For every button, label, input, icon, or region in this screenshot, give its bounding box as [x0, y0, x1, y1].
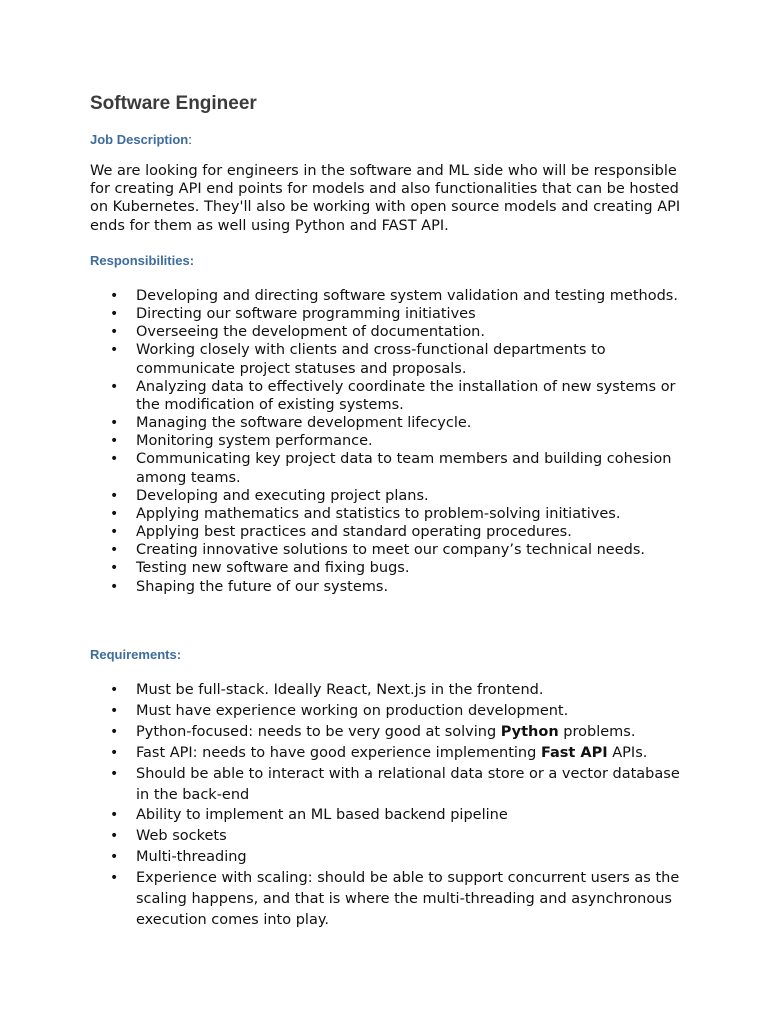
list-item-text: Multi-threading [136, 849, 247, 866]
list-item-text: Must have experience working on production development. [136, 702, 569, 719]
bullet-icon: • [110, 702, 119, 719]
bullet-icon: • [110, 723, 119, 740]
list-item [90, 847, 690, 868]
list-item-text: Developing and directing software system validation and testing methods. [136, 288, 678, 304]
bullet-icon: • [110, 542, 119, 559]
list-item-text: Shaping the future of our systems. [136, 578, 389, 595]
list-item [90, 680, 690, 701]
list-item [90, 578, 690, 596]
list-item-text: Managing the software development lifecycle. [136, 415, 472, 432]
bullet-icon: • [110, 682, 119, 698]
requirements-heading: Requirements: [90, 647, 182, 662]
bullet-icon: • [110, 765, 119, 782]
list-item-text: Developing and executing project plans. [136, 487, 429, 504]
list-item-text: Applying best practices and standard operating procedures. [136, 524, 572, 541]
bullet-icon: • [110, 849, 119, 866]
bullet-icon: • [110, 828, 119, 845]
list-item-text: Creating innovative solutions to meet our company’s technical needs. [136, 542, 645, 559]
bullet-icon: • [110, 324, 119, 341]
job-description-heading-label: Job Description [90, 132, 189, 147]
list-item [90, 505, 690, 523]
list-item [90, 805, 690, 826]
list-item-text: Web sockets [136, 828, 227, 845]
list-item-text: Ability to implement an ML based backend pipeline [136, 807, 508, 824]
list-item [90, 287, 690, 305]
list-item-text: Overseeing the development of documentation. [136, 324, 485, 341]
job-description-colon: : [188, 132, 192, 147]
bullet-icon: • [110, 487, 119, 504]
list-item-text [136, 724, 635, 740]
bullet-icon: • [110, 306, 119, 323]
bullet-icon: • [110, 415, 119, 432]
bullet-icon: • [110, 870, 119, 887]
requirements-list [90, 680, 690, 931]
list-item-text: Monitoring system performance. [136, 433, 373, 450]
list-item [90, 523, 690, 541]
list-item-text-before: Fast API: needs to have good experience implementing [136, 744, 541, 761]
responsibilities-heading: Responsibilities: [90, 253, 195, 268]
job-description-heading [90, 132, 192, 148]
list-item-bold-term: Fast API [540, 744, 608, 761]
list-item-text-before: Python-focused: needs to be very good at solving [136, 723, 501, 740]
list-item [90, 826, 690, 847]
bullet-icon: • [110, 288, 119, 304]
list-item-text: Working closely with clients and cross-functional departments to communicate project statuses and proposals. [136, 342, 606, 377]
list-item [90, 450, 690, 486]
bullet-icon: • [110, 560, 119, 577]
list-item-text: Should be able to interact with a relational data store or a vector database in the back-end [136, 765, 680, 803]
list-item [90, 868, 690, 931]
list-item-text-after: APIs. [607, 744, 648, 761]
list-item [90, 541, 690, 559]
responsibilities-list [90, 287, 690, 596]
list-item [90, 323, 690, 341]
bullet-icon: • [110, 505, 119, 522]
list-item [90, 487, 690, 505]
list-item [90, 722, 690, 743]
list-item-text: Directing our software programming initiatives [136, 306, 476, 323]
list-item-text: Communicating key project data to team members and building cohesion among teams. [136, 451, 672, 486]
list-item-text: Testing new software and fixing bugs. [136, 560, 410, 577]
bullet-icon: • [110, 342, 119, 359]
list-item [90, 701, 690, 722]
list-item [90, 743, 690, 764]
bullet-icon: • [110, 744, 119, 761]
page-title: Software Engineer [90, 93, 257, 114]
bullet-icon: • [110, 451, 119, 468]
bullet-icon: • [110, 578, 119, 595]
list-item-text-after: problems. [558, 723, 636, 740]
list-item-text: Applying mathematics and statistics to problem-solving initiatives. [136, 505, 621, 522]
list-item [90, 414, 690, 432]
list-item-text: Analyzing data to effectively coordinate the installation of new systems or the modification of existing systems. [136, 378, 676, 413]
list-item-text: Must be full-stack. Ideally React, Next.js in the frontend. [136, 682, 544, 698]
bullet-icon: • [110, 524, 119, 541]
list-item-bold-term: Python [500, 723, 559, 740]
bullet-icon: • [110, 378, 119, 395]
list-item [90, 341, 690, 377]
list-item [90, 432, 690, 450]
list-item-text: Experience with scaling: should be able to support concurrent users as the scaling happens, and that is where the multi-threading and asynchronous execution comes into play. [136, 870, 680, 928]
list-item [90, 559, 690, 577]
list-item [90, 378, 690, 414]
list-item [90, 305, 690, 323]
list-item-text [136, 745, 647, 761]
bullet-icon: • [110, 807, 119, 824]
bullet-icon: • [110, 433, 119, 450]
list-item [90, 764, 690, 806]
job-description-text: We are looking for engineers in the software and ML side who will be responsible for creating API end points for models and also functionalities that can be hosted on Kubernetes. They'll also be working with open source models and creating API ends for them as well using Python and FAST API. [90, 163, 681, 234]
